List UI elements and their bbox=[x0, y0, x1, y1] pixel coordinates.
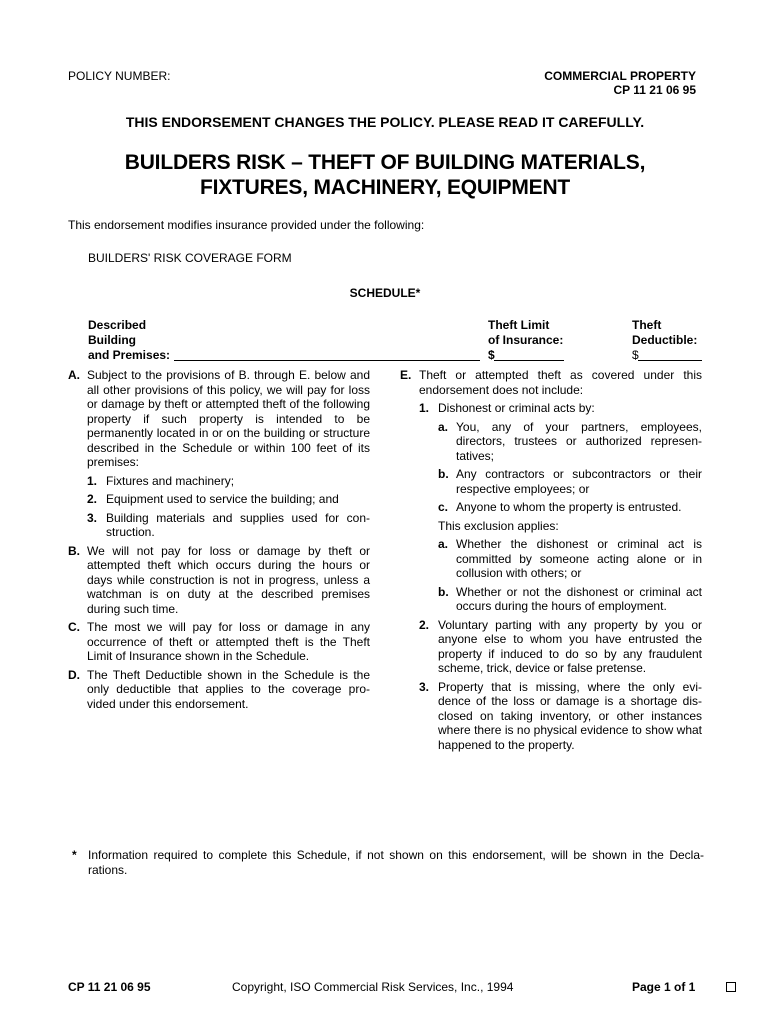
provision-e1a bbox=[400, 420, 702, 464]
described-label-line: Building bbox=[88, 333, 136, 347]
provision-text: Whether the dishonest or criminal act is committed by someone acting alone or in collusion with others; or bbox=[456, 537, 702, 580]
exclusion-b bbox=[400, 585, 702, 614]
deductible-label-line: Theft bbox=[632, 318, 662, 332]
provision-label: 2. bbox=[87, 492, 98, 506]
theft-limit-field[interactable] bbox=[494, 360, 564, 361]
provision-b bbox=[68, 544, 370, 617]
provision-text: We will not pay for loss or damage by theft or attempted theft which occurs during the hours or days while construction is not in progress, unless a watchman is on duty at the described premises during such time. bbox=[87, 543, 370, 616]
title-line-2: FIXTURES, MACHINERY, EQUIPMENT bbox=[199, 176, 571, 199]
provision-label: b. bbox=[438, 467, 449, 481]
form-header bbox=[544, 69, 696, 97]
described-premises-label bbox=[88, 318, 170, 363]
theft-limit-label bbox=[488, 318, 563, 363]
provision-e1 bbox=[400, 401, 702, 416]
limit-label-line: Theft Limit bbox=[488, 318, 550, 332]
provision-text: You, any of your partners, employees, directors, trustees or authorized represen-tatives; bbox=[456, 419, 702, 463]
provision-label: c. bbox=[438, 500, 449, 514]
provision-c bbox=[68, 620, 370, 664]
exclusion-applies: This exclusion applies: bbox=[438, 518, 559, 533]
provision-text: Any contractors or subcontractors or their respective employees; or bbox=[456, 467, 702, 496]
provision-label: b. bbox=[438, 584, 449, 599]
provision-a2 bbox=[68, 492, 370, 507]
document-title bbox=[0, 150, 770, 200]
provision-text: Equipment used to service the building; and bbox=[106, 492, 339, 506]
provision-text: The Theft Deductible shown in the Schedule is the only deductible that applies to the coverage pro-vided under this endorsement. bbox=[87, 667, 370, 711]
provision-text: Property that is missing, where the only evi-dence of the loss or damage is a shortage dis-closed on taking inventory, or other instances where there is no physical evidence to show what happened to the property. bbox=[438, 679, 702, 752]
provision-e1c bbox=[400, 500, 702, 515]
provision-label: 3. bbox=[419, 679, 430, 694]
provision-text: Whether or not the dishonest or criminal act occurs during the hours of employment. bbox=[456, 584, 702, 613]
footnote-text: Information required to complete this Schedule, if not shown on this endorsement, will be shown in the Decla-rations. bbox=[88, 848, 704, 877]
provision-label: 1. bbox=[87, 473, 98, 488]
theft-deductible-label bbox=[632, 318, 697, 363]
provision-label: a. bbox=[438, 419, 449, 434]
policy-number-label: POLICY NUMBER: bbox=[68, 69, 171, 83]
provision-label: B. bbox=[68, 543, 80, 558]
deductible-currency: $ bbox=[632, 348, 639, 362]
form-number: CP 11 21 06 95 bbox=[613, 83, 696, 97]
provision-e2 bbox=[400, 618, 702, 676]
provision-a1 bbox=[68, 474, 370, 489]
line-of-business: COMMERCIAL PROPERTY bbox=[544, 69, 696, 83]
described-label-line: and Premises: bbox=[88, 348, 171, 362]
provision-label: 2. bbox=[419, 617, 430, 632]
provision-e bbox=[400, 368, 702, 397]
footer-form-number: CP 11 21 06 95 bbox=[68, 980, 151, 994]
provision-text: Building materials and supplies used for con-struction. bbox=[106, 510, 370, 539]
provision-text: Voluntary parting with any property by you or anyone else to whom you have entrusted the property if induced to do so by any fraudulent scheme, trick, device or false pretense. bbox=[438, 617, 702, 675]
footnote-marker: * bbox=[72, 848, 77, 862]
provision-text: Dishonest or criminal acts by: bbox=[438, 401, 595, 415]
provision-label: 1. bbox=[419, 401, 430, 415]
provision-text: The most we will pay for loss or damage in any occurrence of theft or attempted theft is the Theft Limit of Insurance shown in the Schedule. bbox=[87, 620, 370, 663]
provision-label: D. bbox=[68, 667, 80, 682]
right-column bbox=[400, 368, 702, 756]
footer-page-number: Page 1 of 1 bbox=[632, 980, 696, 994]
provision-text: Anyone to whom the property is entrusted. bbox=[456, 500, 682, 514]
exclusion-a bbox=[400, 537, 702, 581]
schedule-heading: SCHEDULE* bbox=[349, 286, 421, 300]
provision-label: A. bbox=[68, 368, 80, 382]
left-column bbox=[68, 368, 370, 715]
limit-label-line: of Insurance: bbox=[488, 333, 564, 347]
footer-copyright: Copyright, ISO Commercial Risk Services, Inc., 1994 bbox=[232, 980, 514, 994]
provision-text: Subject to the provisions of B. through E. below and all other provisions of this policy, we will pay for loss or damage by theft or attempted theft of the following property if such property is intended to be permanently located in or on the building or structure described in the Schedule or within 100 feet of its premises: bbox=[87, 368, 370, 469]
schedule-footnote bbox=[72, 848, 704, 878]
provision-d bbox=[68, 668, 370, 712]
provision-e1b bbox=[400, 467, 702, 496]
provision-label: E. bbox=[400, 368, 412, 382]
theft-deductible-field[interactable] bbox=[638, 360, 702, 361]
provision-text: Theft or attempted theft as covered under this endorsement does not include: bbox=[419, 368, 702, 397]
provision-label: C. bbox=[68, 620, 80, 634]
checkbox-icon bbox=[726, 982, 736, 992]
provision-a bbox=[68, 368, 370, 470]
title-line-1: BUILDERS RISK – THEFT OF BUILDING MATERIALS, bbox=[124, 151, 646, 174]
deductible-label-line: Deductible: bbox=[632, 333, 698, 347]
described-premises-field[interactable] bbox=[174, 360, 480, 361]
provision-label: a. bbox=[438, 537, 449, 551]
provision-e3 bbox=[400, 680, 702, 753]
coverage-form-name: BUILDERS' RISK COVERAGE FORM bbox=[88, 251, 292, 265]
provision-a3 bbox=[68, 511, 370, 540]
endorsement-notice: THIS ENDORSEMENT CHANGES THE POLICY. PLEASE READ IT CAREFULLY. bbox=[125, 114, 645, 130]
provision-text: Fixtures and machinery; bbox=[106, 473, 235, 488]
intro-text: This endorsement modifies insurance provided under the following: bbox=[68, 218, 425, 232]
described-label-line: Described bbox=[88, 318, 147, 332]
limit-currency: $ bbox=[488, 348, 495, 362]
provision-label: 3. bbox=[87, 510, 98, 525]
